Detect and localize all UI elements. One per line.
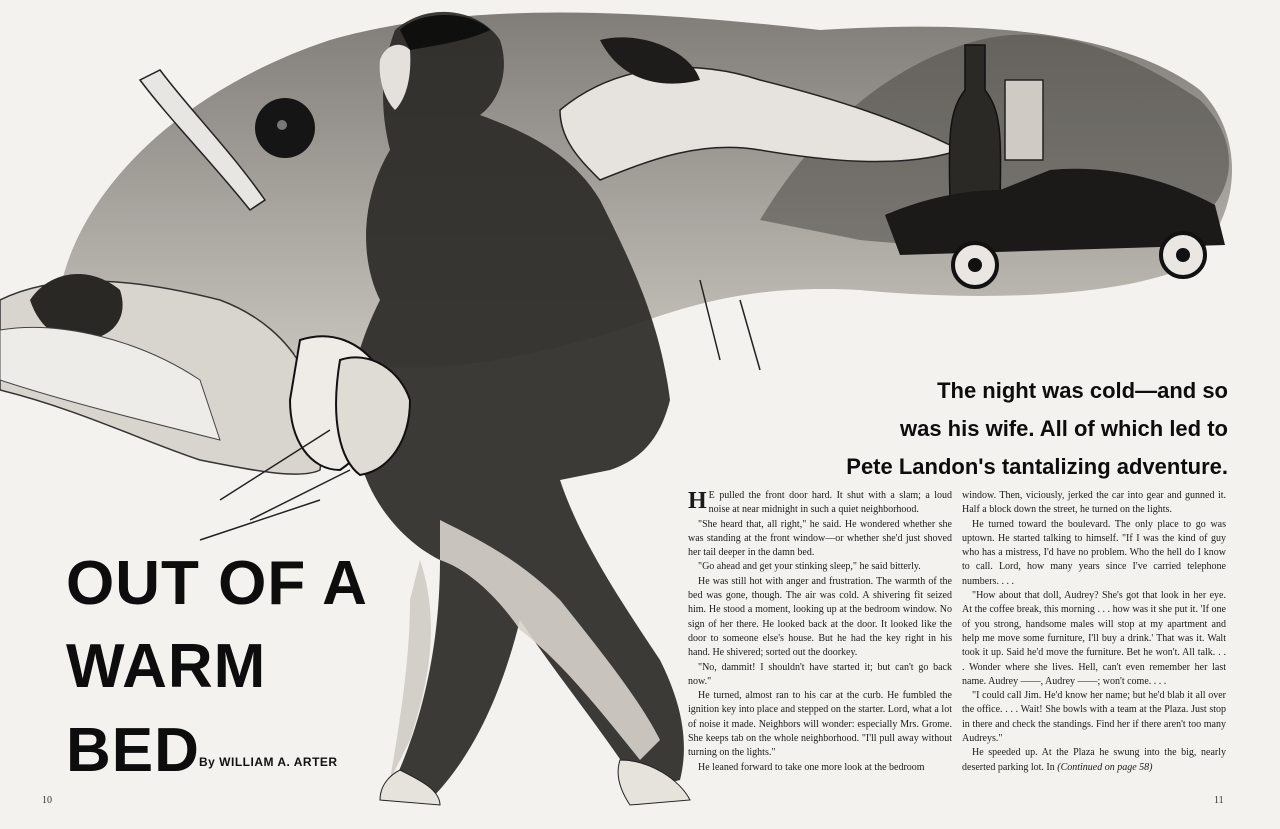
story-paragraph: window. Then, viciously, jerked the car into gear and gunned it. Half a block down the street, he turned on the lights.: [962, 490, 1226, 516]
title-line-1: OUT OF A: [66, 549, 368, 618]
title-line-2: WARM: [66, 632, 267, 701]
story-paragraph: He turned, almost ran to his car at the curb. He fumbled the ignition key into place and stepped on the starter. Lord, what a lot of noise it made. Neighbors will wonder: especially Mrs. Grome. She keeps tab on the whole neighborhood. "I'll pull away without turning on the lights.": [688, 690, 952, 759]
story-paragraph: He turned toward the boulevard. The only place to go was uptown. He started talking to himself. "If I was the kind of guy who has a mistress, I'd have no problem. Who the hell do I know to call. Lord, how many years since I've carried telephone numbers. . . .: [962, 518, 1226, 587]
story-paragraph: "How about that doll, Audrey? She's got that look in her eye. At the coffee break, this morning . . . how was it she put it. 'If one of you strong, handsome males will stop at my apartment and help me move some furniture, I'll buy a drink.' That was it. Walt took it up. Said he'd move the furniture. Bet he won't. All talk. . . . Wonder where she lives. Hell, can't even remember her last name. Audrey ——, Audrey ——; won't come. . . .: [962, 590, 1226, 687]
headline-line-1: The night was cold—and so: [937, 378, 1228, 403]
story-paragraph: He leaned forward to take one more look at the bedroom: [698, 761, 925, 773]
continued-jump-line[interactable]: (Continued on page 58): [1057, 761, 1153, 773]
story-paragraph: "No, dammit! I shouldn't have started it; but can't go back now.": [688, 661, 952, 687]
headline-line-2: was his wife. All of which led to: [899, 416, 1228, 441]
story-paragraph: He speeded up. At the Plaza he swung into the big, nearly deserted parking lot. In (Continued on page 58): [962, 747, 1226, 773]
title-line-3: BED: [66, 716, 200, 785]
story-paragraph: "Go ahead and get your stinking sleep," he said bitterly.: [698, 561, 921, 573]
drop-cap: H: [688, 489, 707, 514]
page-number-left: 10: [42, 795, 52, 806]
byline: By WILLIAM A. ARTER: [199, 755, 338, 769]
story-paragraph: "She heard that, all right," he said. He wondered whether she was standing at the front window—or whether she'd just shoved her tail deeper in the damn bed.: [688, 518, 952, 559]
glass-sketch: [1005, 80, 1043, 160]
page-number-right: 11: [1214, 795, 1224, 806]
story-paragraph: H E pulled the front door hard. It shut with a slam; a loud noise at near midnight in such a quiet neighborhood.: [688, 489, 952, 516]
story-column-2: [962, 489, 1226, 811]
headline-deck: [668, 372, 1228, 486]
story-paragraph: "I could call Jim. He'd know her name; but he'd blab it all over the office. . . . Wait! She bowls with a team at the Plaza. Just stop in there and check the standings. Find her if there aren't too many Audreys.": [962, 690, 1226, 745]
story-paragraph: He was still hot with anger and frustration. The warmth of the bed was gone, though. The air was cold. A shivering fit seized him. He stood a moment, looking up at the bedroom window. No sign of her there. He looked back at the door. It looked like the door to someone else's house. But he had the key right in his hand. He shivered; sorted out the doorkey.: [688, 575, 952, 659]
story-column-1: [688, 489, 952, 811]
headline-line-3: Pete Landon's tantalizing adventure.: [846, 454, 1228, 479]
